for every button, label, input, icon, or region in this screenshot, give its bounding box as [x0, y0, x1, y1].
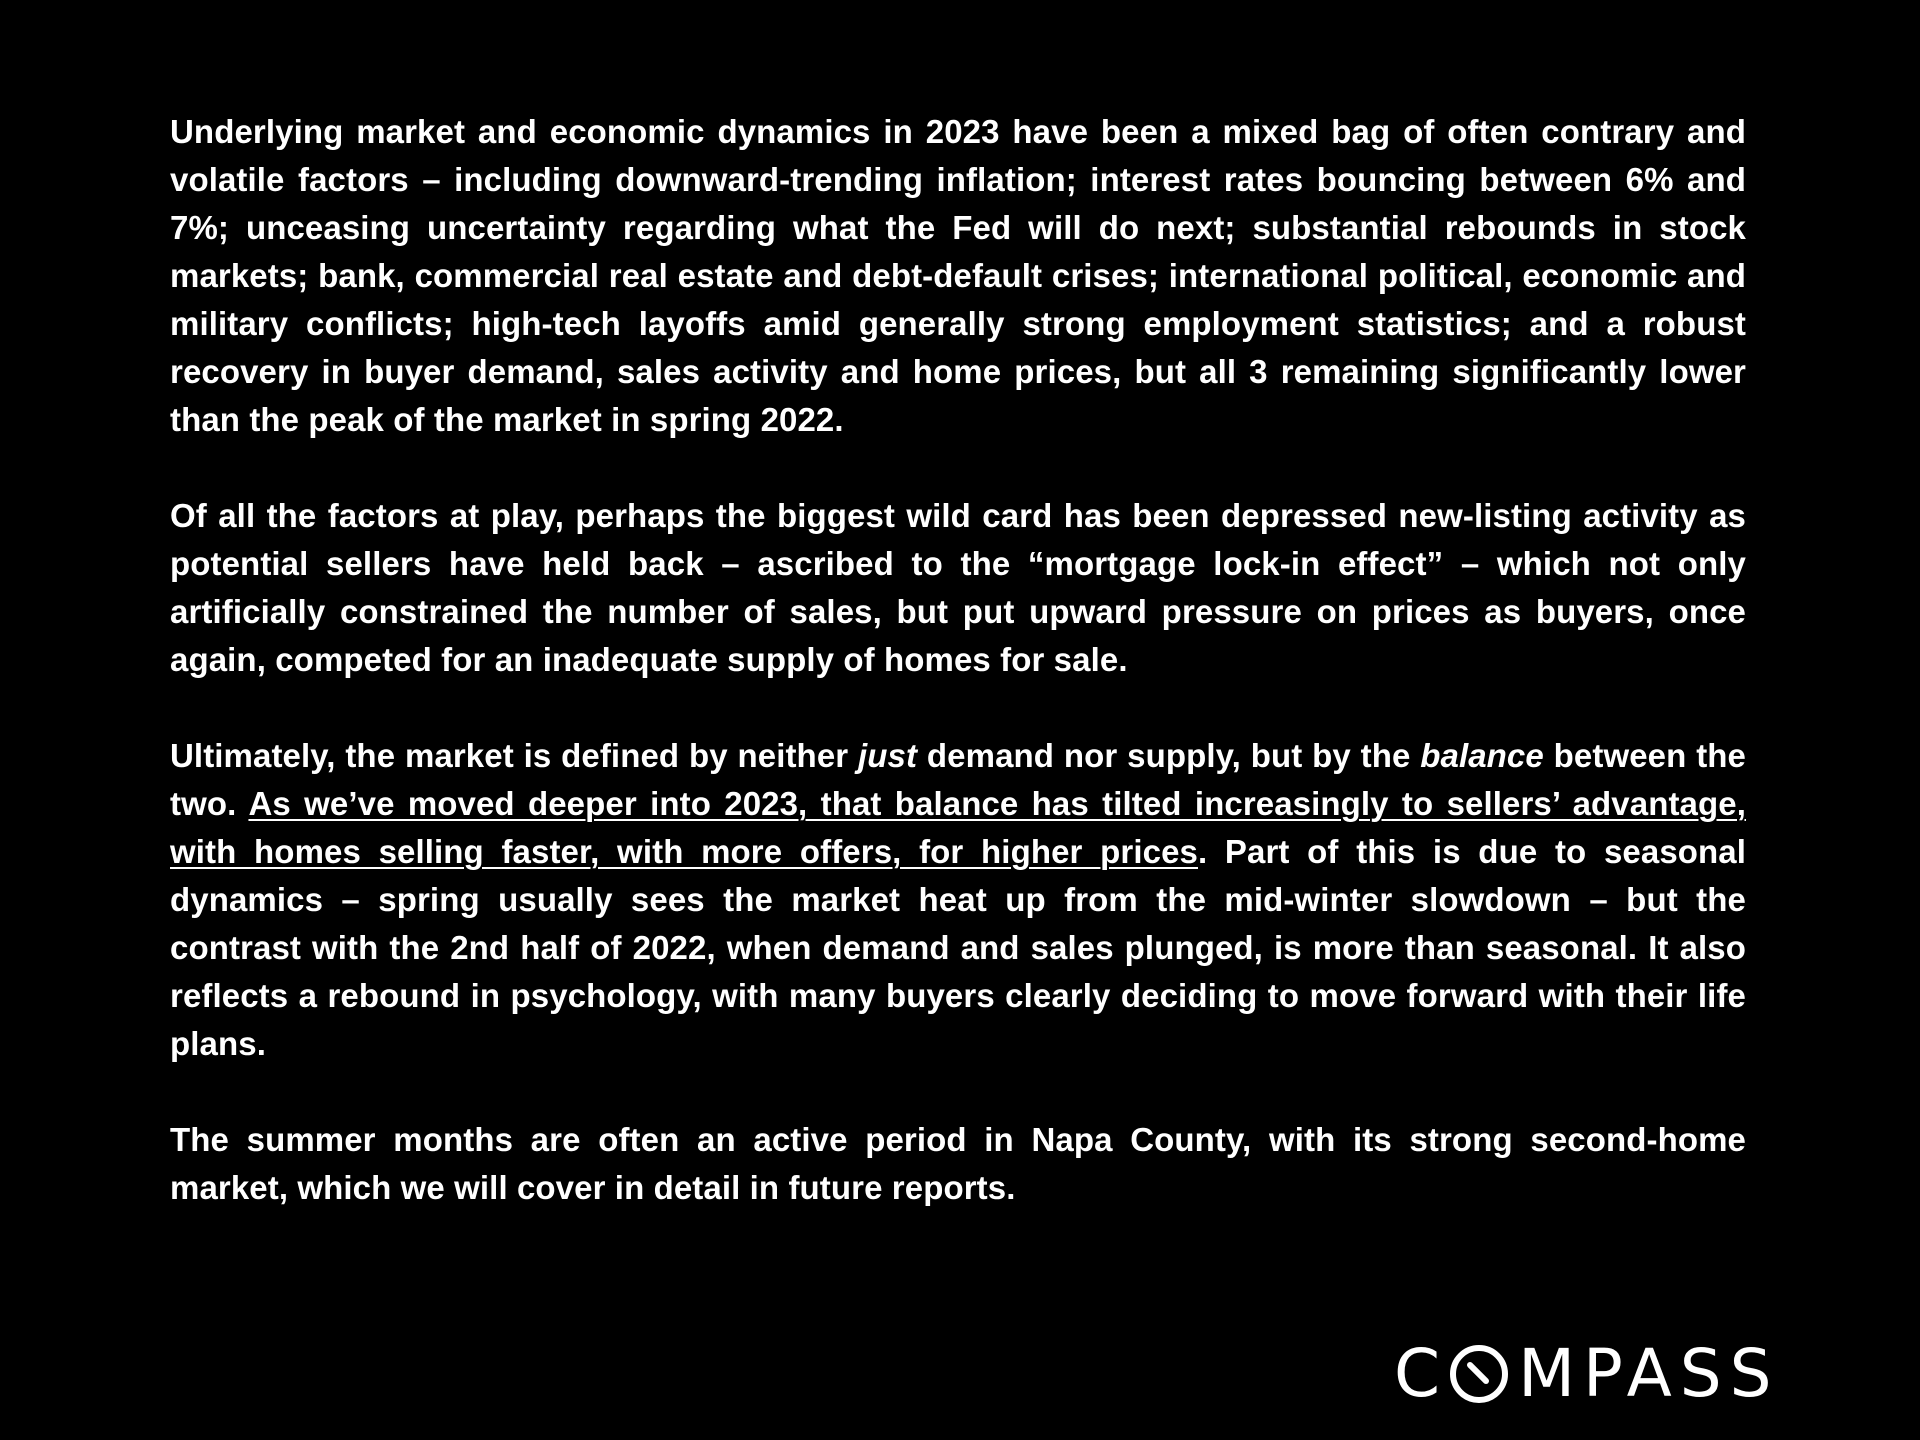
paragraph-3-text-c: between the two. — [170, 737, 1746, 822]
paragraph-1-text: Underlying market and economic dynamics in 2023 have been a mixed bag of often contrary and volatile factors – including downward-trending inflation; interest rates bouncing between 6% and 7%; unceasing uncertainty regarding what the Fed will do next; substantial rebounds in stock markets; bank, commercial real estate and debt-default crises; international political, economic and military conflicts; high-tech layoffs amid generally strong employment statistics; and a robust recovery in buyer demand, sales activity and home prices, but all 3 remaining significantly lower than the peak of the market in spring 2022. — [170, 113, 1746, 438]
logo-letter-c: C — [1394, 1335, 1449, 1412]
paragraph-2 — [170, 492, 1746, 684]
paragraph-2-text: Of all the factors at play, perhaps the biggest wild card has been depressed new-listing activity as potential sellers have held back – ascribed to the “mortgage lock-in effect” – which not only artificially constrained the number of sales, but put upward pressure on prices as buyers, once again, competed for an inadequate supply of homes for sale. — [170, 497, 1746, 678]
compass-o-icon — [1448, 1343, 1510, 1405]
paragraph-3-text-a: Ultimately, the market is defined by neither — [170, 737, 859, 774]
paragraph-3-underlined: As we’ve moved deeper into 2023, that balance has tilted increasingly to sellers’ advantage, with homes selling faster, with more offers, for higher prices — [170, 785, 1746, 870]
paragraph-3-text-b: demand nor supply, but by the — [917, 737, 1421, 774]
paragraph-3 — [170, 732, 1746, 1068]
paragraph-3-text-d: . Part of this is due to seasonal dynamics – spring usually sees the market heat up from the mid-winter slowdown – but the contrast with the 2nd half of 2022, when demand and sales plunged, is more than seasonal. It also reflects a rebound in psychology, with many buyers clearly deciding to move forward with their life plans. — [170, 833, 1747, 1062]
paragraph-4-text: The summer months are often an active period in Napa County, with its strong second-home market, which we will cover in detail in future reports. — [170, 1121, 1746, 1206]
paragraph-1 — [170, 108, 1746, 444]
paragraph-3-italic-just: just — [858, 737, 918, 774]
paragraph-4 — [170, 1116, 1746, 1212]
text-body — [170, 108, 1746, 1260]
logo-letters-mpass: MPASS — [1518, 1335, 1780, 1412]
paragraph-3-italic-balance: balance — [1420, 737, 1544, 774]
compass-logo — [1394, 1335, 1794, 1412]
